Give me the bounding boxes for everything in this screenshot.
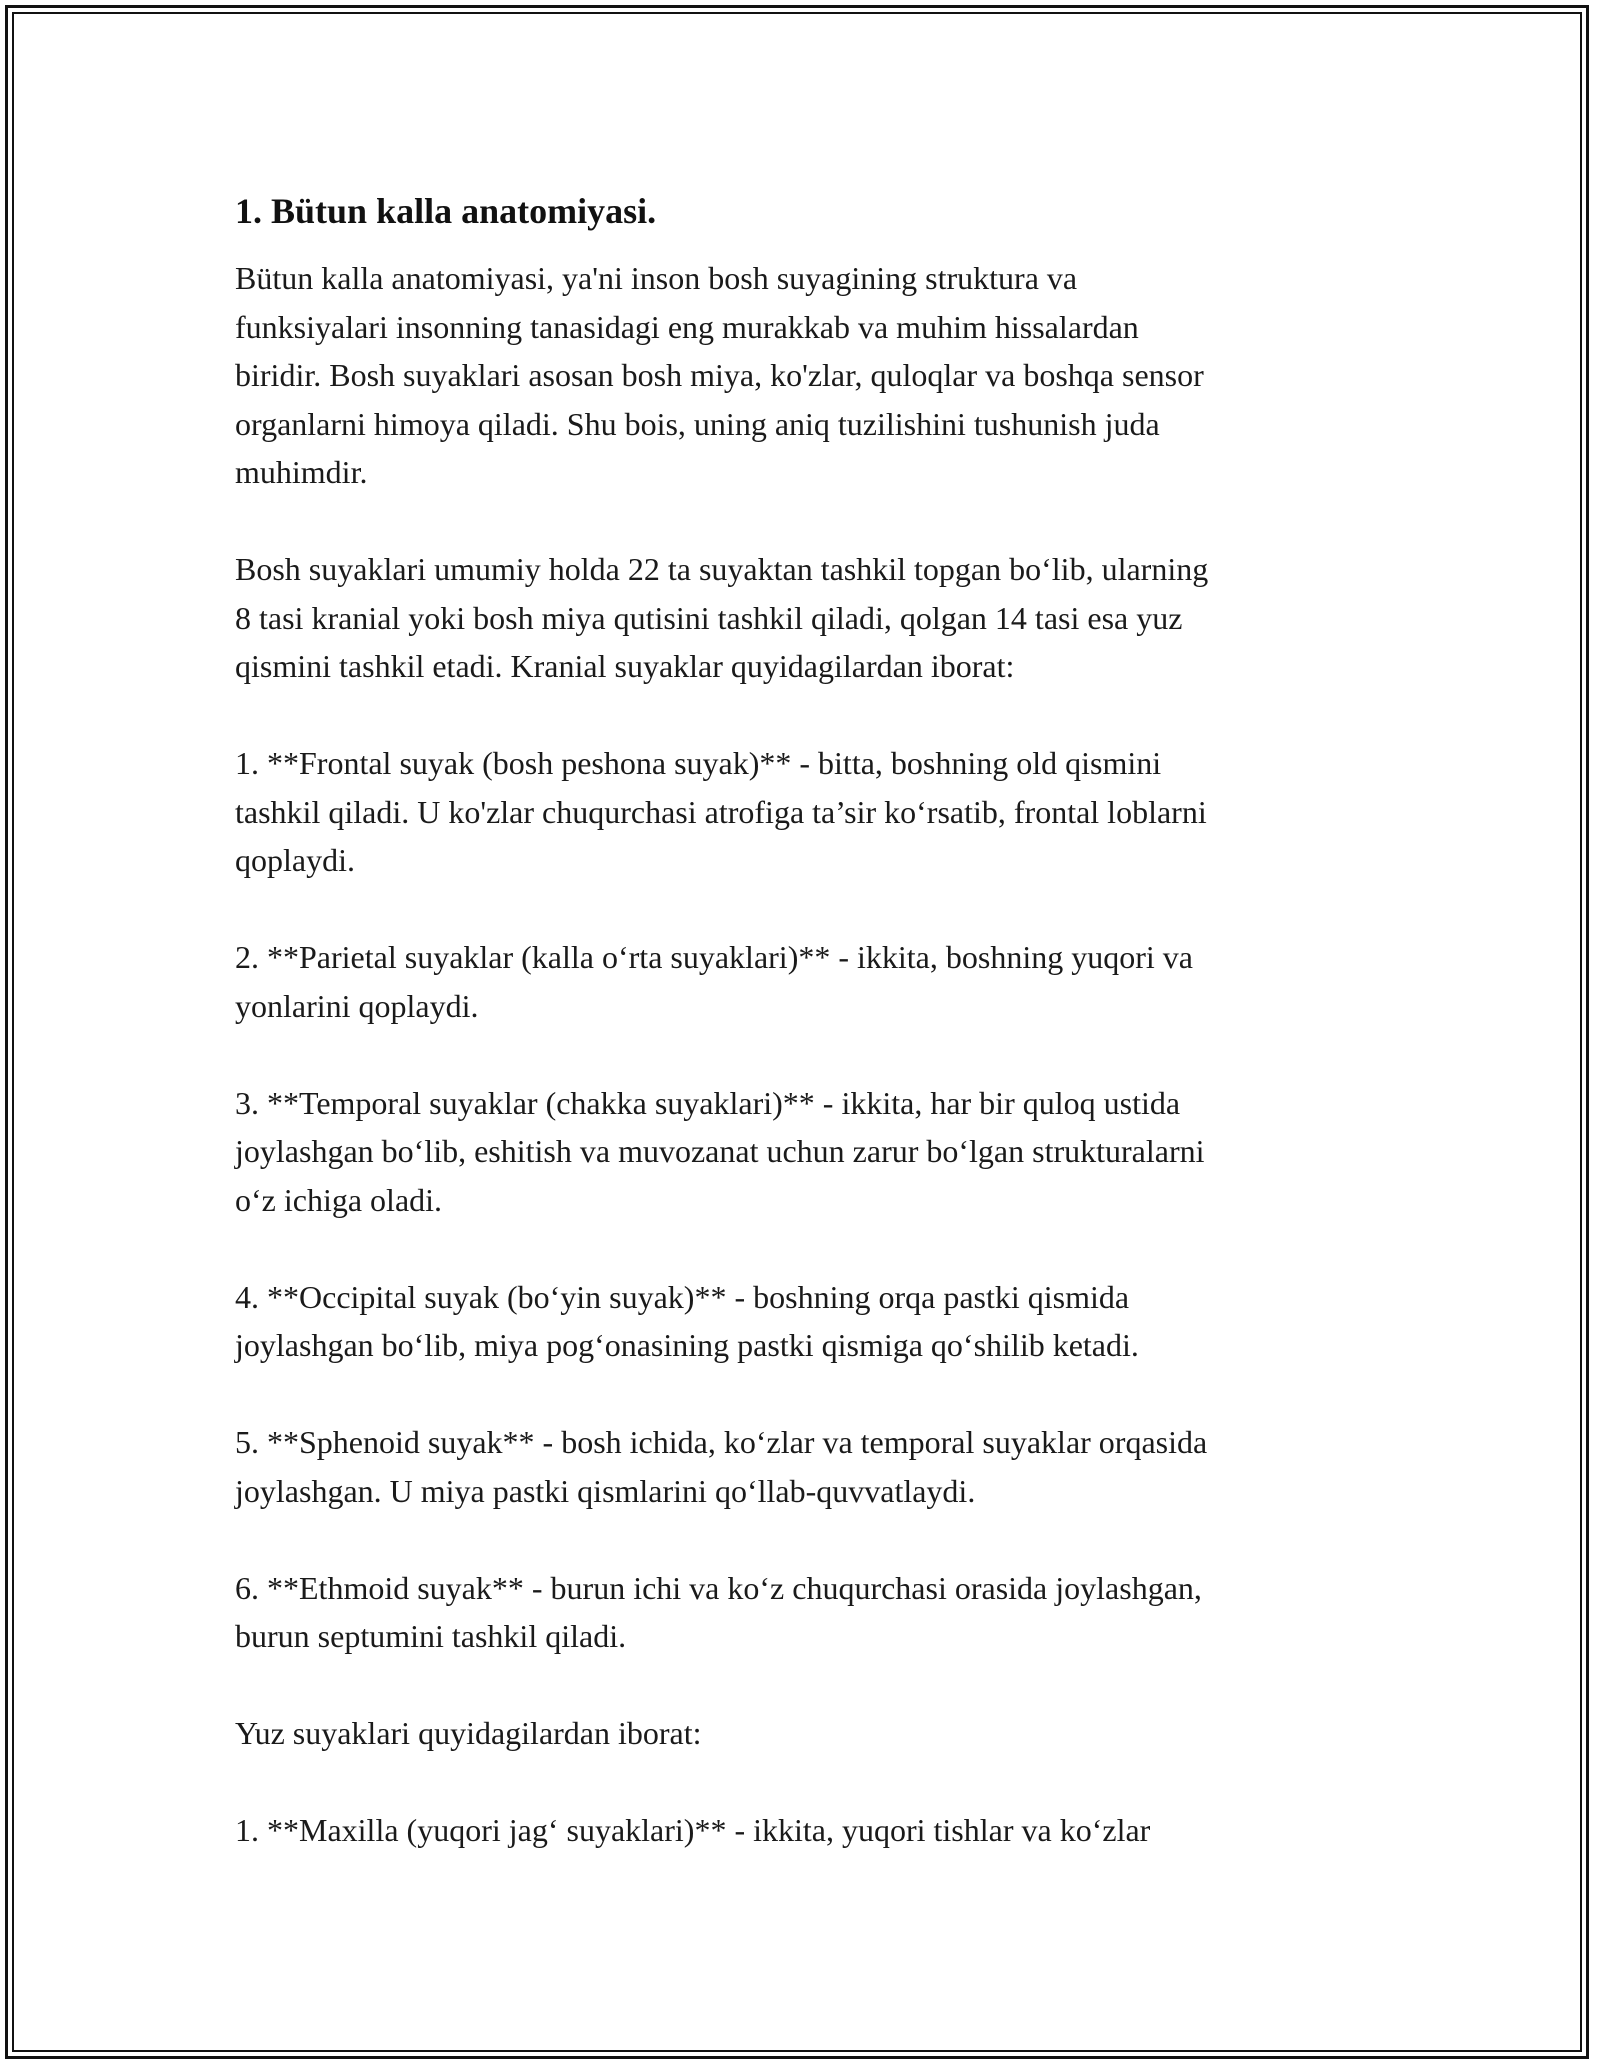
list-item-occipital: 4. **Occipital suyak (bo‘yin suyak)** - boshning orqa pastki qismida joylashgan bo‘lib, miya pog‘onasining pastki qismiga qo‘shilib ketadi. xyxy=(235,1278,1139,1363)
paragraph-facial-bones: Yuz suyaklari quyidagilardan iborat: xyxy=(235,1715,702,1751)
paragraph-intro: Bütun kalla anatomiyasi, ya'ni inson bosh suyagining struktura va funksiyalari insonning tanasidagi eng murakkab va muhim hissalardan biridir. Bosh suyaklari asosan bosh miya, ko'zlar, quloqlar va boshqa sensor organlarni himoya qiladi. Shu bois, uning aniq tuzilishini tushunish juda muhimdir. xyxy=(235,260,1204,490)
list-item-temporal: 3. **Temporal suyaklar (chakka suyaklari)** - ikkita, har bir quloq ustida joylashgan bo‘lib, eshitish va muvozanat uchun zarur bo‘lgan strukturalarni o‘z ichiga oladi. xyxy=(235,1084,1205,1218)
list-item-sphenoid: 5. **Sphenoid suyak** - bosh ichida, ko‘zlar va temporal suyaklar orqasida joylashgan. U miya pastki qismlarini qo‘llab-quvvatlaydi. xyxy=(235,1424,1208,1509)
list-item-maxilla: 1. **Maxilla (yuqori jag‘ suyaklari)** - ikkita, yuqori tishlar va ko‘zlar xyxy=(235,1812,1151,1848)
paragraph-bone-count: Bosh suyaklari umumiy holda 22 ta suyaktan tashkil topgan bo‘lib, ularning 8 tasi kranial yoki bosh miya qutisini tashkil qiladi, qolgan 14 tasi esa yuz qismini tashkil etadi. Kranial suyaklar quyidagilardan iborat: xyxy=(235,551,1209,684)
list-item-ethmoid: 6. **Ethmoid suyak** - burun ichi va ko‘z chuqurchasi orasida joylashgan, burun septumini tashkil qiladi. xyxy=(235,1569,1202,1654)
document-heading: 1. Bütun kalla anatomiyasi. xyxy=(235,191,657,231)
list-item-frontal: 1. **Frontal suyak (bosh peshona suyak)** - bitta, boshning old qismini tashkil qiladi. U ko'zlar chuqurchasi atrofiga ta’sir ko‘rsatib, frontal loblarni qoplaydi. xyxy=(235,745,1207,878)
list-item-parietal: 2. **Parietal suyaklar (kalla o‘rta suyaklari)** - ikkita, boshning yuqori va yonlarini qoplaydi. xyxy=(235,939,1193,1024)
document-body xyxy=(235,188,1375,1903)
